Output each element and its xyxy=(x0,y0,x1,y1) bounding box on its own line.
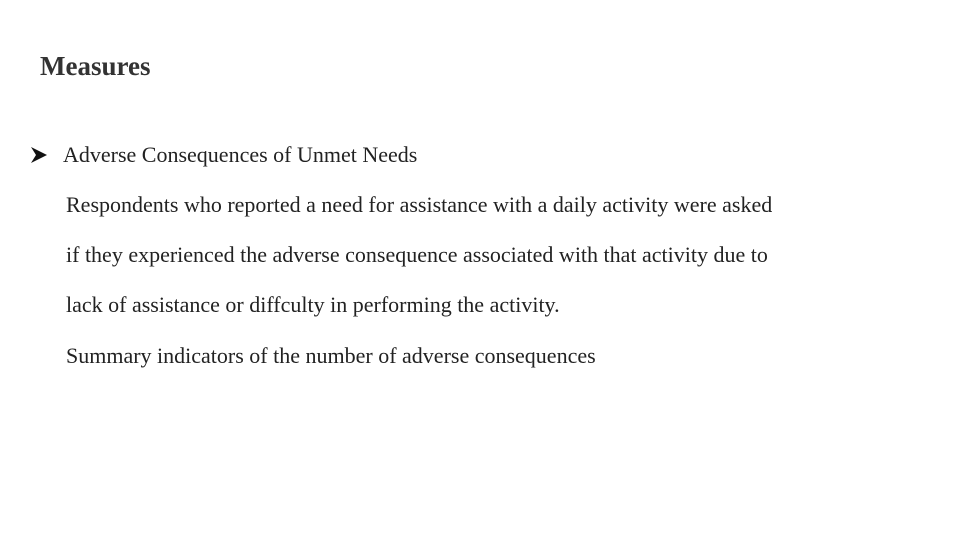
paragraph-line: Summary indicators of the number of adverse consequences xyxy=(66,343,596,368)
paragraph-line: if they experienced the adverse consequence associated with that activity due to xyxy=(66,242,768,267)
paragraph-line: lack of assistance or diffculty in performing the activity. xyxy=(66,292,560,317)
paragraph-line: Respondents who reported a need for assistance with a daily activity were asked xyxy=(66,192,773,217)
bullet-item xyxy=(30,138,417,172)
arrow-bullet-icon xyxy=(30,146,48,164)
bullet-text: Adverse Consequences of Unmet Needs xyxy=(63,142,418,167)
slide-title: Measures xyxy=(40,51,151,81)
